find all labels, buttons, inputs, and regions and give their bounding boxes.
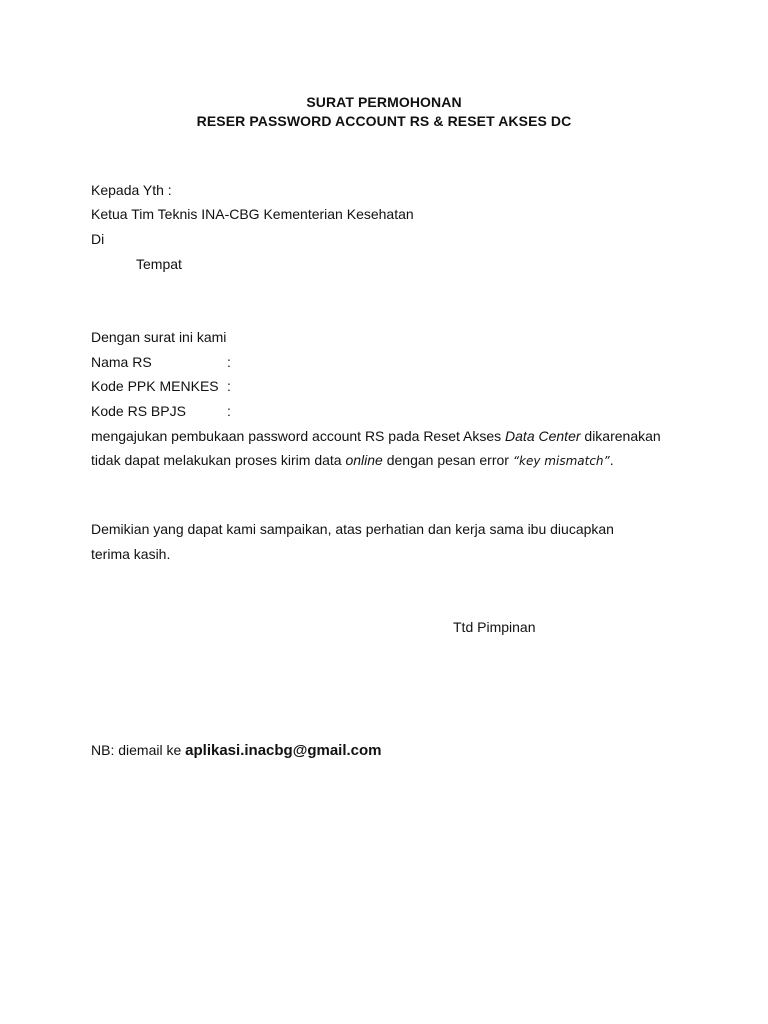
text-span: dikarenakan	[580, 428, 661, 444]
text-italic: Data Center	[505, 428, 581, 444]
address-recipient: Ketua Tim Teknis INA-CBG Kementerian Kesehatan	[91, 206, 414, 222]
field-separator: :	[227, 403, 231, 419]
body-paragraph-line2	[91, 452, 614, 469]
text-span: dengan pesan error	[382, 452, 513, 468]
field-kode-bpjs	[91, 403, 231, 419]
field-kode-ppk	[91, 378, 231, 394]
field-nama-rs	[91, 354, 231, 370]
text-italic: online	[345, 452, 383, 468]
text-span: mengajukan pembukaan password account RS pada Reset Akses	[91, 428, 506, 444]
address-place: Tempat	[136, 256, 182, 272]
closing-line2: terima kasih.	[91, 546, 171, 562]
field-label: Nama RS	[91, 354, 152, 370]
address-to: Kepada Yth :	[91, 182, 172, 198]
field-separator: :	[227, 354, 231, 370]
email-address: aplikasi.inacbg@gmail.com	[185, 742, 382, 759]
address-di: Di	[91, 231, 105, 247]
email-note	[91, 742, 382, 759]
error-message: “key mismatch”	[512, 454, 610, 468]
signature-label: Ttd Pimpinan	[453, 619, 536, 635]
field-label: Kode RS BPJS	[91, 403, 186, 419]
closing-line1: Demikian yang dapat kami sampaikan, atas perhatian dan kerja sama ibu diucapkan	[91, 521, 614, 537]
body-paragraph-line1	[91, 428, 661, 444]
note-prefix: NB: diemail ke	[91, 742, 186, 758]
letter-title: SURAT PERMOHONAN	[306, 94, 462, 110]
letter-subtitle: RESER PASSWORD ACCOUNT RS & RESET AKSES DC	[196, 113, 572, 129]
field-label: Kode PPK MENKES	[91, 378, 219, 394]
field-separator: :	[227, 378, 231, 394]
text-span: tidak dapat melakukan proses kirim data	[91, 452, 346, 468]
body-intro: Dengan surat ini kami	[91, 329, 227, 345]
text-span: .	[609, 452, 614, 468]
